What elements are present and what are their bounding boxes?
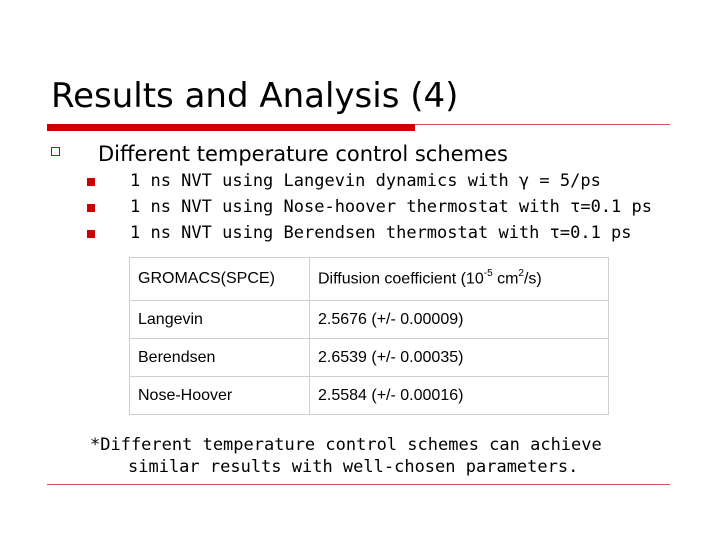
row-value: 2.6539 (+/- 0.00035)	[310, 339, 609, 377]
square-bullet-icon	[87, 178, 95, 186]
table-header-row	[130, 258, 609, 301]
row-method: Langevin	[130, 301, 310, 339]
row-value: 2.5676 (+/- 0.00009)	[310, 301, 609, 339]
header-model: GROMACS(SPCE)	[130, 258, 310, 301]
table-row	[130, 301, 609, 339]
sub-bullet-langevin: 1 ns NVT using Langevin dynamics with γ = 5/ps	[130, 171, 601, 191]
main-bullet-text: Different temperature control schemes	[98, 142, 508, 166]
title-underline-accent	[47, 124, 415, 131]
row-method: Berendsen	[130, 339, 310, 377]
conclusion-note-line1: *Different temperature control schemes can achieve	[90, 435, 602, 455]
sub-bullet-nose-hoover: 1 ns NVT using Nose-hoover thermostat with τ=0.1 ps	[130, 197, 652, 217]
row-method: Nose-Hoover	[130, 377, 310, 415]
hollow-square-bullet-icon	[51, 147, 60, 156]
conclusion-note-line2: similar results with well-chosen parameters.	[128, 457, 579, 477]
sub-bullet-berendsen: 1 ns NVT using Berendsen thermostat with τ=0.1 ps	[130, 223, 632, 243]
square-bullet-icon	[87, 230, 95, 238]
square-bullet-icon	[87, 204, 95, 212]
header-diffusion: Diffusion coefficient ($10^{-5}$ $cm^2/s$)	[310, 258, 609, 301]
table-row	[130, 339, 609, 377]
row-value: 2.5584 (+/- 0.00016)	[310, 377, 609, 415]
title-underline-thin	[415, 124, 670, 125]
slide-title: Results and Analysis (4)	[51, 76, 459, 116]
bottom-rule	[47, 484, 670, 485]
results-table	[129, 257, 609, 415]
table-row	[130, 377, 609, 415]
